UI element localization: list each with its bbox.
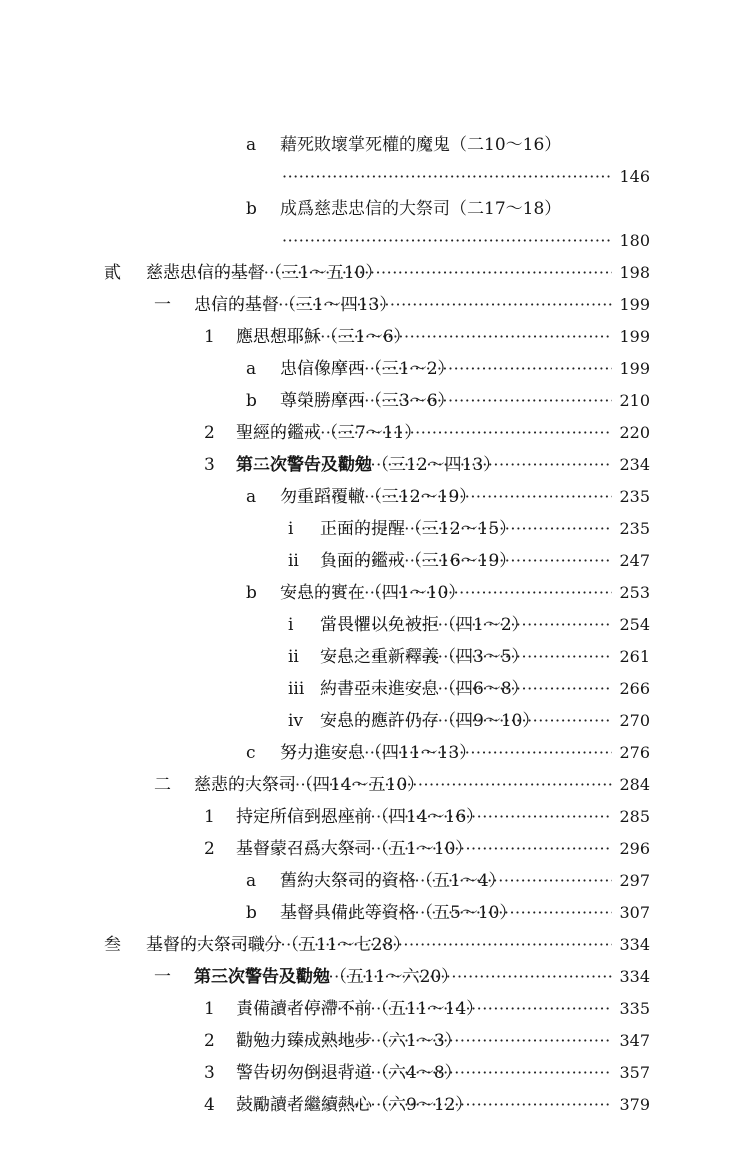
- toc-entry-page: 276: [619, 743, 650, 762]
- toc-entry-leader: [242, 994, 612, 1024]
- toc-entry-leader: [152, 258, 612, 288]
- toc-entry: [0, 386, 734, 416]
- toc-entry-page: 220: [619, 423, 650, 442]
- toc-entry-leader: [286, 866, 612, 896]
- toc-entry-marker: 一: [154, 295, 171, 315]
- toc-entry-marker: a: [246, 871, 257, 891]
- toc-entry-leader: [242, 802, 612, 832]
- toc-entry-page: 199: [619, 327, 650, 346]
- toc-entry-marker: 3: [204, 455, 215, 475]
- toc-entry-page: 199: [619, 359, 650, 378]
- toc-entry-marker: i: [288, 519, 294, 539]
- toc-entry-leader: [242, 834, 612, 864]
- toc-entry-page: 357: [619, 1063, 650, 1082]
- toc-entry-title-text: 基督的大祭司職分（五11～七28）: [146, 935, 411, 955]
- toc-entry: [0, 130, 734, 160]
- toc-entry-title-text: 基督具備此等資格（五5～10）: [280, 903, 517, 923]
- toc-entry-title-text: 應思想耶穌（三1～6）: [236, 327, 411, 347]
- toc-entry: [0, 642, 734, 672]
- toc-entry-marker: 叁: [104, 935, 121, 955]
- toc-entry: [0, 258, 734, 288]
- toc-entry-page: 379: [619, 1095, 650, 1114]
- toc-entry-leader: [200, 290, 612, 320]
- toc-entry: [0, 898, 734, 928]
- toc-entry-title-text: 聖經的鑑戒（三7～11）: [236, 423, 422, 443]
- toc-entry: [0, 322, 734, 352]
- toc-entry: [0, 962, 734, 992]
- toc-entry-leader: [200, 962, 612, 992]
- toc-entry-leader: [286, 738, 612, 768]
- toc-entry-title-text: 基督蒙召爲大祭司（五1～10）: [236, 839, 473, 859]
- toc-entry-page: 270: [619, 711, 650, 730]
- toc-entry-leader: [200, 770, 612, 800]
- toc-entry-page: 247: [619, 551, 650, 570]
- toc-entry-title-text: 安息之重新釋義（四3～5）: [320, 647, 529, 667]
- toc-entry-title-text: 勸勉力臻成熟地步（六1～3）: [236, 1031, 462, 1051]
- toc-entry: [0, 1058, 734, 1088]
- toc-entry: [0, 1090, 734, 1120]
- toc-entry-marker: 1: [204, 327, 215, 347]
- toc-entry-page: 198: [619, 263, 650, 282]
- toc-entry-marker: b: [246, 903, 257, 923]
- toc-entry: [0, 194, 734, 224]
- toc-entry-marker: ii: [288, 647, 299, 667]
- toc-entry-page: 261: [619, 647, 650, 666]
- toc-entry: [0, 1026, 734, 1056]
- toc-entry-leader: [242, 418, 612, 448]
- toc-entry-leader: [242, 450, 612, 480]
- toc-entry-leader: [152, 930, 612, 960]
- toc-entry-marker: iv: [288, 711, 304, 731]
- toc-entry-title-text: 慈悲的大祭司（四14～五10）: [194, 775, 425, 795]
- toc-entry: [0, 418, 734, 448]
- toc-entry-page: 234: [619, 455, 650, 474]
- toc-entry-title-text: 忠信的基督（三1～四13）: [194, 295, 397, 315]
- toc-entry-leader: [286, 898, 612, 928]
- toc-entry-page: 297: [619, 871, 650, 890]
- toc-entry-title-text: 第二次警告及勸勉: [236, 455, 372, 475]
- toc-entry: [0, 610, 734, 640]
- toc-entry-marker: a: [246, 359, 257, 379]
- toc-entry-marker: b: [246, 583, 257, 603]
- toc-entry-page: 235: [619, 519, 650, 538]
- toc-entry-leader: [326, 514, 612, 544]
- toc-entry-title-text: 當畏懼以免被拒（四1～2）: [320, 615, 529, 635]
- toc-entry-title-text: 藉死敗壞掌死權的魔鬼（二10～16）: [280, 135, 562, 155]
- toc-entry-leader: [286, 386, 612, 416]
- toc-entry-page: 284: [619, 775, 650, 794]
- toc-entry-leader: [282, 226, 612, 256]
- toc-entry: [0, 290, 734, 320]
- toc-entry-leader: [286, 354, 612, 384]
- toc-entry-marker: iii: [288, 679, 305, 699]
- toc-entry-leader: [286, 482, 612, 512]
- toc-entry: [0, 482, 734, 512]
- toc-entry-leader: [242, 1026, 612, 1056]
- toc-entry-leader: [242, 1090, 612, 1120]
- toc-entry-marker: b: [246, 199, 257, 219]
- toc-entry-title-ref: （五11～六20）: [330, 967, 459, 987]
- toc-entry-title-text: 鼓勵讀者繼續熱心（六9～12）: [236, 1095, 473, 1115]
- toc-entry: [0, 866, 734, 896]
- toc-entry-leader: [326, 546, 612, 576]
- toc-entry-marker: i: [288, 615, 294, 635]
- toc-entry-marker: 4: [204, 1095, 215, 1115]
- toc-entry-leader: [286, 578, 612, 608]
- toc-entry-title-text: 成爲慈悲忠信的大祭司（二17～18）: [280, 199, 562, 219]
- toc-entry-leader: [326, 674, 612, 704]
- toc-entry-title-text: 安息的應許仍存（四9～10）: [320, 711, 540, 731]
- toc-entry-title-text: 負面的鑑戒（三16～19）: [320, 551, 517, 571]
- toc-entry: [0, 706, 734, 736]
- toc-entry-page: 266: [619, 679, 650, 698]
- toc-entry-title-text: 約書亞未進安息（四6～8）: [320, 679, 529, 699]
- toc-entry-title-text: 警告切勿倒退背道（六4～8）: [236, 1063, 462, 1083]
- toc-entry-marker: ii: [288, 551, 299, 571]
- toc-entry-marker: a: [246, 135, 257, 155]
- toc-entry-marker: 2: [204, 423, 215, 443]
- toc-entry-title-ref: （三12～四13）: [372, 455, 501, 475]
- toc-entry: [0, 674, 734, 704]
- toc-entry-title-text: 責備讀者停滯不前（五11～14）: [236, 999, 484, 1019]
- toc-entry-page: 347: [619, 1031, 650, 1050]
- toc-entry-leader: [242, 322, 612, 352]
- toc-entry: [0, 930, 734, 960]
- toc-entry-page: 254: [619, 615, 650, 634]
- toc-entry-page: 180: [619, 231, 650, 250]
- toc-entry-page: 285: [619, 807, 650, 826]
- toc-entry-page: 210: [619, 391, 650, 410]
- toc-entry: [0, 514, 734, 544]
- toc-entry-title-text: 安息的實在（四1～10）: [280, 583, 466, 603]
- toc-entry: [0, 226, 734, 256]
- toc-entry-marker: 貳: [104, 263, 121, 283]
- toc-entry: [0, 994, 734, 1024]
- toc-entry-page: 146: [619, 167, 650, 186]
- toc-entry-title-text: 忠信像摩西（三1～2）: [280, 359, 455, 379]
- toc-entry-page: 296: [619, 839, 650, 858]
- toc-entry: [0, 450, 734, 480]
- toc-entry-title-text: 勿重蹈覆轍（三12～19）: [280, 487, 477, 507]
- toc-entry: [0, 546, 734, 576]
- toc-entry: [0, 770, 734, 800]
- toc-entry-leader: [242, 1058, 612, 1088]
- toc-entry-page: 199: [619, 295, 650, 314]
- toc-entry: [0, 802, 734, 832]
- toc-entry-marker: b: [246, 391, 257, 411]
- toc-entry-leader: [326, 610, 612, 640]
- toc-entry-page: 235: [619, 487, 650, 506]
- toc-entry: [0, 578, 734, 608]
- toc-entry: [0, 162, 734, 192]
- toc-entry-marker: 2: [204, 1031, 215, 1051]
- toc-entry-title-text: 努力進安息（四11～13）: [280, 743, 477, 763]
- toc-entry-title-text: 慈悲忠信的基督（三1～五10）: [146, 263, 383, 283]
- toc-entry-marker: a: [246, 487, 257, 507]
- toc-entry-title: [280, 130, 561, 160]
- toc-entry-marker: 3: [204, 1063, 215, 1083]
- toc-entry-title: [280, 194, 561, 224]
- toc-entry-marker: 一: [154, 967, 171, 987]
- toc-entry-title-text: 持定所信到恩座前（四14～16）: [236, 807, 484, 827]
- toc-entry-marker: c: [246, 743, 256, 763]
- toc-entry-leader: [326, 642, 612, 672]
- toc-entry-marker: 二: [154, 775, 171, 795]
- toc-entry-leader: [282, 162, 612, 192]
- toc-entry-title-text: 舊約大祭司的資格（五1～4）: [280, 871, 506, 891]
- toc-entry-page: 307: [619, 903, 650, 922]
- toc-entry-marker: 1: [204, 807, 215, 827]
- toc-entry-page: 334: [619, 967, 650, 986]
- toc-entry-marker: 2: [204, 839, 215, 859]
- toc-entry-page: 334: [619, 935, 650, 954]
- toc-entry-title-text: 正面的提醒（三12～15）: [320, 519, 517, 539]
- toc-entry-page: 253: [619, 583, 650, 602]
- toc-entry-title-text: 尊榮勝摩西（三3～6）: [280, 391, 455, 411]
- toc-entry-page: 335: [619, 999, 650, 1018]
- toc-entry-title-text: 第三次警告及勸勉: [194, 967, 330, 987]
- toc-entry: [0, 354, 734, 384]
- toc-entry-marker: 1: [204, 999, 215, 1019]
- toc-entry: [0, 738, 734, 768]
- toc-entry-leader: [326, 706, 612, 736]
- toc-entry: [0, 834, 734, 864]
